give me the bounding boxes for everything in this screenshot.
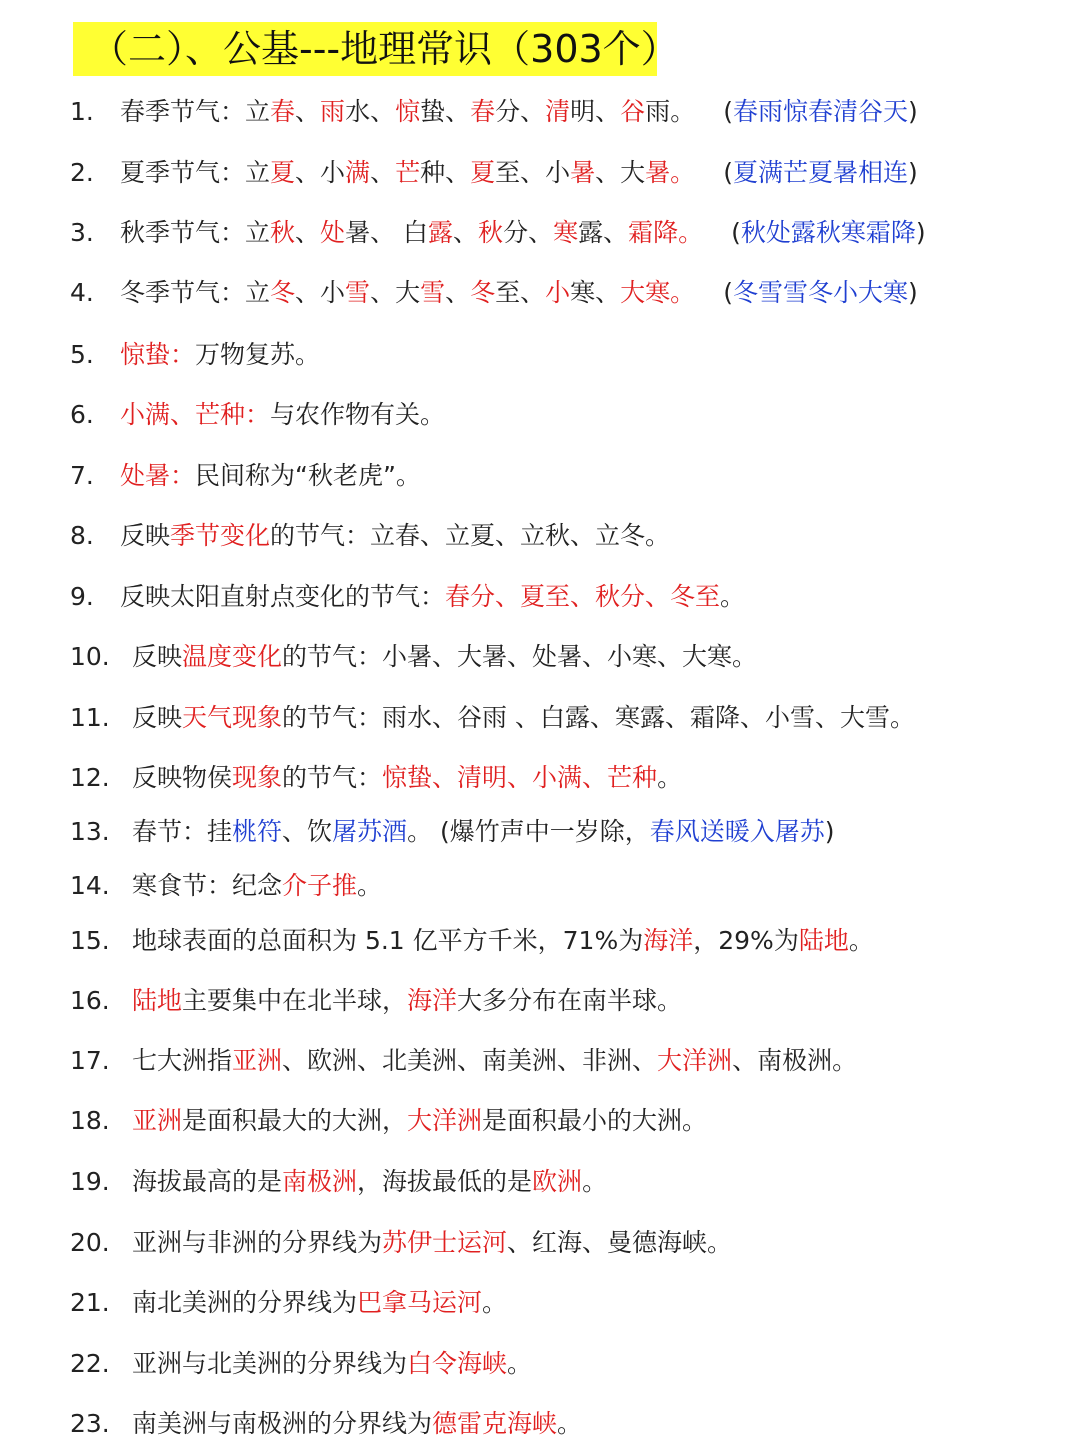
highlight-red-text: 苏伊士运河 — [382, 1228, 508, 1257]
highlight-red-text: 大洋洲 — [657, 1046, 733, 1075]
item-text: 、小 — [295, 278, 346, 307]
item-text: 、欧洲、北美洲、南美洲、非洲、 — [282, 1046, 658, 1075]
item-text: 至、 — [495, 278, 546, 307]
item-text: 。 — [507, 1349, 533, 1378]
item-number: 23. — [70, 1409, 110, 1438]
item-text: 寒、 — [570, 278, 621, 307]
item-text: 分、 — [503, 218, 554, 247]
list-item — [70, 1402, 582, 1446]
highlight-red-text: 德雷克海峡 — [432, 1409, 558, 1438]
item-text: 暑、 白 — [345, 218, 429, 247]
highlight-red-text: 现象 — [232, 763, 283, 792]
item-text: 是面积最小的大洲。 — [482, 1106, 708, 1135]
item-text: 。 — [357, 871, 383, 900]
page-title: （二）、公基---地理常识（303个） — [90, 27, 679, 71]
item-number: 12. — [70, 763, 110, 792]
item-number: 19. — [70, 1167, 110, 1196]
item-text: 春季节气：立 — [120, 97, 271, 126]
list-item — [70, 1281, 507, 1325]
item-text: 蛰、 — [420, 97, 471, 126]
highlight-blue-text: 冬雪雪冬小大寒 — [732, 278, 908, 307]
item-text: 、 — [295, 97, 321, 126]
highlight-red-text: 陆地 — [798, 926, 849, 955]
item-text: 亚洲与北美洲的分界线为 — [132, 1349, 408, 1378]
list-item — [70, 454, 421, 498]
item-text: 亚洲与非洲的分界线为 — [132, 1228, 383, 1257]
item-text: 、 — [453, 218, 479, 247]
item-text: ) — [824, 817, 835, 846]
item-text: 冬季节气：立 — [120, 278, 271, 307]
highlight-red-text: 天气现象 — [182, 703, 283, 732]
item-text: 的节气：雨水、谷雨 、白露、寒露、霜降、小雪、大雪。 — [282, 703, 915, 732]
item-text: ) — [907, 97, 918, 126]
item-text: 、 — [445, 278, 471, 307]
item-text: 大多分布在南半球。 — [457, 986, 683, 1015]
highlight-red-text: 冬 — [470, 278, 496, 307]
item-text: 。 — [657, 763, 683, 792]
item-number: 3. — [70, 218, 94, 247]
item-text: 、大 — [595, 158, 646, 187]
item-text: 海拔最高的是 — [132, 1167, 283, 1196]
highlight-red-text: 处 — [320, 218, 346, 247]
highlight-red-text: 谷 — [620, 97, 646, 126]
list-item — [70, 575, 745, 619]
list-item — [70, 1342, 532, 1386]
item-number: 11. — [70, 703, 110, 732]
highlight-red-text: 春分、夏至、秋分、冬至 — [445, 582, 721, 611]
item-text: 七大洲指 — [132, 1046, 233, 1075]
highlight-red-text: 海洋 — [407, 986, 458, 1015]
item-number: 7. — [70, 461, 94, 490]
highlight-red-text: 秋 — [270, 218, 296, 247]
list-item — [70, 1160, 607, 1204]
highlight-red-text: 夏 — [270, 158, 296, 187]
highlight-red-text: 芒 — [395, 158, 421, 187]
item-text: 、小 — [295, 158, 346, 187]
item-text: 的节气：小暑、大暑、处暑、小寒、大寒。 — [282, 642, 758, 671]
highlight-blue-text: 春雨惊春清谷天 — [732, 97, 908, 126]
item-number: 2. — [70, 158, 94, 187]
highlight-red-text: 清 — [545, 97, 571, 126]
list-item — [70, 90, 918, 134]
highlight-red-text: 暑 — [570, 158, 596, 187]
highlight-red-text: 小满、芒种： — [120, 400, 271, 429]
item-number: 13. — [70, 817, 110, 846]
item-text: ，海拔最低的是 — [357, 1167, 533, 1196]
item-text: 的节气：立春、立夏、立秋、立冬。 — [270, 521, 671, 550]
item-text: 南北美洲的分界线为 — [132, 1288, 358, 1317]
highlight-red-text: 雨 — [320, 97, 346, 126]
item-text: 。 — [848, 926, 874, 955]
item-text: 春节：挂 — [132, 817, 233, 846]
item-text: 秋季节气：立 — [120, 218, 271, 247]
highlight-red-text: 白令海峡 — [407, 1349, 508, 1378]
item-text: ，29%为 — [693, 926, 799, 955]
item-text: 反映物侯 — [132, 763, 233, 792]
item-text: 与农作物有关。 — [270, 400, 446, 429]
item-text: 。 (爆竹声中一岁除， — [407, 817, 650, 846]
highlight-red-text: 冬 — [270, 278, 296, 307]
highlight-red-text: 春 — [470, 97, 496, 126]
item-text: 万物复苏。 — [195, 340, 321, 369]
highlight-red-text: 南极洲 — [282, 1167, 358, 1196]
list-item — [70, 635, 757, 679]
item-text: 水、 — [345, 97, 396, 126]
highlight-red-text: 亚洲 — [132, 1106, 183, 1135]
highlight-red-text: 季节变化 — [170, 521, 271, 550]
highlight-red-text: 露 — [428, 218, 454, 247]
list-item — [70, 810, 835, 854]
highlight-red-text: 欧洲 — [532, 1167, 583, 1196]
item-number: 5. — [70, 340, 94, 369]
highlight-blue-text: 夏满芒夏暑相连 — [732, 158, 908, 187]
item-text: ) — [915, 218, 926, 247]
item-text: ( — [723, 278, 733, 307]
highlight-red-text: 温度变化 — [182, 642, 283, 671]
item-number: 18. — [70, 1106, 110, 1135]
item-text: 。 — [720, 582, 746, 611]
item-text: 、饮 — [282, 817, 333, 846]
list-item — [70, 514, 670, 558]
highlight-red-text: 雪 — [420, 278, 446, 307]
item-text: 至、小 — [495, 158, 571, 187]
highlight-red-text: 介子推 — [282, 871, 358, 900]
item-number: 10. — [70, 642, 110, 671]
item-text: 、 — [370, 158, 396, 187]
item-text: 明、 — [570, 97, 621, 126]
highlight-red-text: 春 — [270, 97, 296, 126]
item-number: 14. — [70, 871, 110, 900]
item-text: 南美洲与南极洲的分界线为 — [132, 1409, 433, 1438]
item-text: 、红海、曼德海峡。 — [507, 1228, 733, 1257]
highlight-red-text: 秋 — [478, 218, 504, 247]
list-item — [70, 333, 320, 377]
highlight-red-text: 大洋洲 — [407, 1106, 483, 1135]
list-item — [70, 696, 915, 740]
highlight-red-text: 大寒。 — [620, 278, 696, 307]
list-item — [70, 271, 918, 315]
item-text: 雨。 — [645, 97, 696, 126]
item-text: 、 — [295, 218, 321, 247]
highlight-red-text: 巴拿马运河 — [357, 1288, 483, 1317]
item-number: 16. — [70, 986, 110, 1015]
highlight-red-text: 惊蛰、清明、小满、芒种 — [382, 763, 658, 792]
list-item — [70, 1039, 857, 1083]
highlight-red-text: 暑。 — [645, 158, 696, 187]
item-text: 反映 — [132, 642, 183, 671]
item-text: 民间称为“秋老虎”。 — [195, 461, 421, 490]
item-text: 露、 — [578, 218, 629, 247]
list-item — [70, 979, 682, 1023]
item-number: 20. — [70, 1228, 110, 1257]
highlight-blue-text: 春风送暖入屠苏 — [649, 817, 825, 846]
list-item — [70, 211, 926, 255]
item-text: 反映太阳直射点变化的节气： — [120, 582, 446, 611]
item-number: 1. — [70, 97, 94, 126]
highlight-red-text: 夏 — [470, 158, 496, 187]
highlight-red-text: 满 — [345, 158, 371, 187]
list-item — [70, 919, 874, 963]
item-text: ( — [723, 97, 733, 126]
item-number: 22. — [70, 1349, 110, 1378]
item-text: 反映 — [132, 703, 183, 732]
item-text: 种、 — [420, 158, 471, 187]
item-text: 、大 — [370, 278, 421, 307]
item-text: 夏季节气：立 — [120, 158, 271, 187]
item-text: ) — [907, 158, 918, 187]
highlight-red-text: 亚洲 — [232, 1046, 283, 1075]
highlight-red-text: 惊蛰： — [120, 340, 196, 369]
item-number: 6. — [70, 400, 94, 429]
item-number: 4. — [70, 278, 94, 307]
highlight-blue-text: 秋处露秋寒霜降 — [740, 218, 916, 247]
item-text: 寒食节：纪念 — [132, 871, 283, 900]
list-item — [70, 864, 382, 908]
item-text: 。 — [557, 1409, 583, 1438]
item-number: 9. — [70, 582, 94, 611]
list-item — [70, 393, 445, 437]
item-text: 。 — [482, 1288, 508, 1317]
highlight-blue-text: 桃符 — [232, 817, 283, 846]
item-number: 21. — [70, 1288, 110, 1317]
highlight-red-text: 寒 — [553, 218, 579, 247]
highlight-blue-text: 屠苏酒 — [332, 817, 408, 846]
highlight-red-text: 霜降。 — [628, 218, 704, 247]
item-number: 17. — [70, 1046, 110, 1075]
item-text: 。 — [582, 1167, 608, 1196]
item-text: 主要集中在北半球， — [182, 986, 408, 1015]
list-item — [70, 151, 918, 195]
item-text: 分、 — [495, 97, 546, 126]
item-text: ( — [723, 158, 733, 187]
item-text: 、南极洲。 — [732, 1046, 858, 1075]
highlight-red-text: 陆地 — [132, 986, 183, 1015]
item-text: 地球表面的总面积为 5.1 亿平方千米，71%为 — [132, 926, 644, 955]
item-text: ( — [731, 218, 741, 247]
highlight-red-text: 小 — [545, 278, 571, 307]
list-item — [70, 1099, 707, 1143]
highlight-red-text: 惊 — [395, 97, 421, 126]
list-item — [70, 756, 682, 800]
item-text: 是面积最大的大洲， — [182, 1106, 408, 1135]
item-text: 反映 — [120, 521, 171, 550]
highlight-red-text: 雪 — [345, 278, 371, 307]
highlight-red-text: 处暑： — [120, 461, 196, 490]
list-item — [70, 1221, 732, 1265]
highlight-red-text: 海洋 — [643, 926, 694, 955]
item-number: 15. — [70, 926, 110, 955]
item-number: 8. — [70, 521, 94, 550]
item-text: 的节气： — [282, 763, 383, 792]
item-text: ) — [907, 278, 918, 307]
